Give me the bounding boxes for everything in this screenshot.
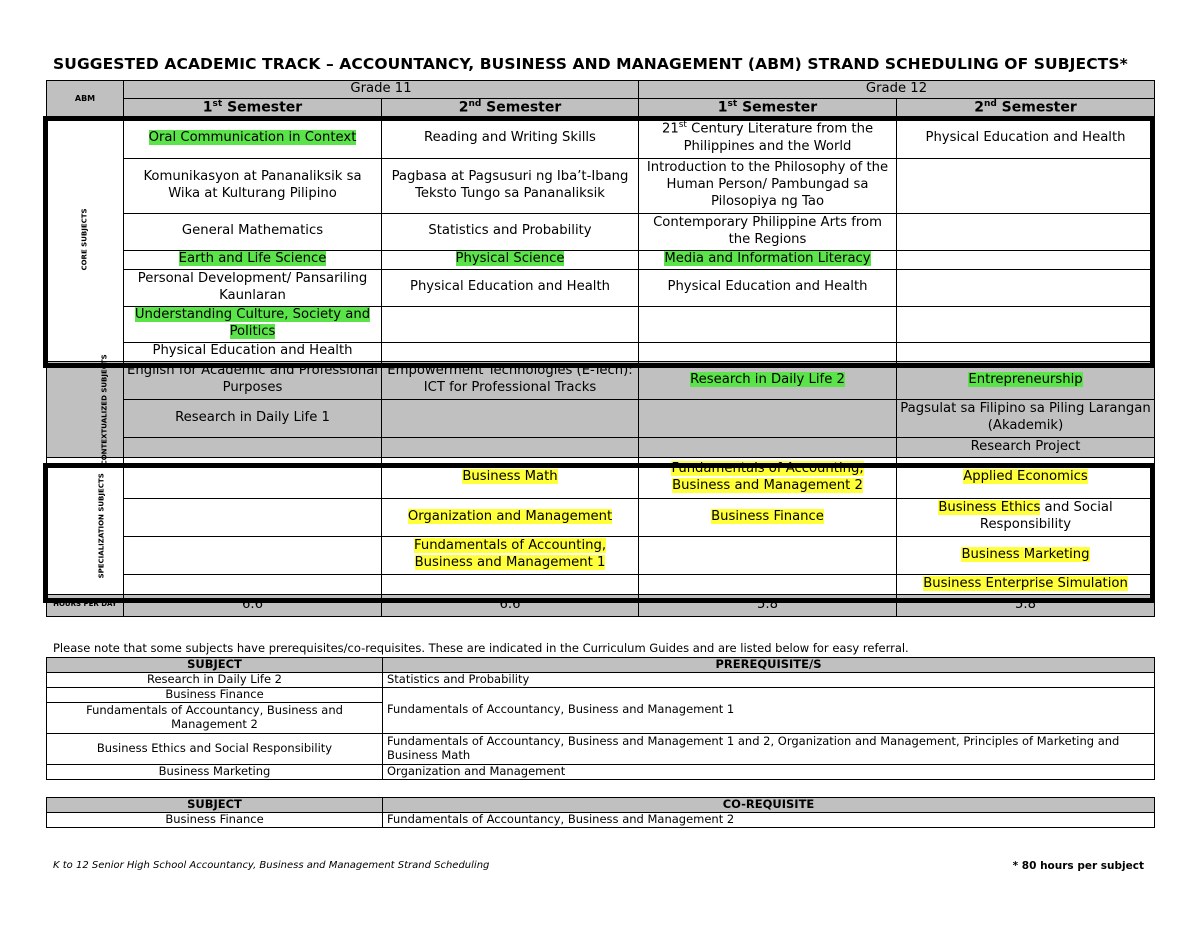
subject-cell: Understanding Culture, Society and Politics xyxy=(124,306,382,342)
subject-name: Business Finance xyxy=(47,812,383,827)
subject-cell xyxy=(124,498,382,536)
specialization-subjects-label: SPECIALIZATION SUBJECTS xyxy=(47,457,124,594)
subject-cell xyxy=(382,342,639,361)
core-row xyxy=(47,250,1155,269)
core-row xyxy=(47,342,1155,361)
subject-cell xyxy=(124,457,382,498)
hours-per-day-label: HOURS PER DAY xyxy=(47,594,124,616)
table-row xyxy=(47,764,1155,779)
subject-cell: Introduction to the Philosophy of the Human Person/ Pambungad sa Pilosopiya ng Tao xyxy=(639,158,897,213)
corequisites-table xyxy=(46,797,1155,828)
contextualized-row xyxy=(47,361,1155,399)
g12-sem2-header: 2nd Semester xyxy=(897,99,1155,119)
prerequisite-text: Organization and Management xyxy=(383,764,1155,779)
subject-cell xyxy=(897,269,1155,306)
table-row xyxy=(47,687,1155,702)
page-title: SUGGESTED ACADEMIC TRACK – ACCOUNTANCY, BUSINESS AND MANAGEMENT (ABM) STRAND SCHEDULING OF SUBJECTS* xyxy=(53,55,1128,73)
subject-cell xyxy=(639,342,897,361)
prerequisite-note: Please note that some subjects have prerequisites/co-requisites. These are indicated in the Curriculum Guides and are listed below for easy referral. xyxy=(53,641,909,655)
subject-cell: Pagsulat sa Filipino sa Piling Larangan (Akademik) xyxy=(897,399,1155,437)
subject-cell: Business Finance xyxy=(639,498,897,536)
subject-cell xyxy=(382,399,639,437)
subject-cell: Komunikasyon at Pananaliksik sa Wika at Kulturang Pilipino xyxy=(124,158,382,213)
subject-cell: Research in Daily Life 2 xyxy=(639,361,897,399)
hours-value: 5.8 xyxy=(639,594,897,616)
g11-sem1-header: 1st Semester xyxy=(124,99,382,119)
hours-value: 5.8 xyxy=(897,594,1155,616)
subject-cell xyxy=(639,574,897,594)
subject-cell: Fundamentals of Accounting, Business and Management 1 xyxy=(382,536,639,574)
subject-cell: Oral Communication in Context xyxy=(124,118,382,158)
table-row xyxy=(47,733,1155,764)
subject-cell: Business Ethics and Social Responsibility xyxy=(897,498,1155,536)
table-row xyxy=(47,672,1155,687)
grade-11-header: Grade 11 xyxy=(124,81,639,99)
subject-cell: Earth and Life Science xyxy=(124,250,382,269)
specialization-row xyxy=(47,574,1155,594)
subject-cell xyxy=(382,306,639,342)
hours-value: 6.6 xyxy=(124,594,382,616)
prerequisite-column-header: PREREQUISITE/S xyxy=(383,658,1155,673)
core-row xyxy=(47,213,1155,250)
subject-cell xyxy=(639,536,897,574)
prerequisite-text: Fundamentals of Accountancy, Business and Management 1 and 2, Organization and Management, Principles of Marketing and Business Math xyxy=(383,733,1155,764)
subject-cell: Physical Education and Health xyxy=(124,342,382,361)
contextualized-subjects-label: CONTEXTUALIZED SUBJECTS xyxy=(47,361,124,457)
subject-cell: Empowerment Technologies (E-Tech): ICT for Professional Tracks xyxy=(382,361,639,399)
subject-cell: Personal Development/ Pansariling Kaunlaran xyxy=(124,269,382,306)
subject-cell: Organization and Management xyxy=(382,498,639,536)
table-row xyxy=(47,812,1155,827)
subject-cell xyxy=(897,342,1155,361)
subject-name: Research in Daily Life 2 xyxy=(47,672,383,687)
prerequisite-text: Statistics and Probability xyxy=(383,672,1155,687)
corequisite-column-header: CO-REQUISITE xyxy=(383,798,1155,813)
subject-cell: Research Project xyxy=(897,437,1155,457)
subject-cell xyxy=(382,437,639,457)
contextualized-row xyxy=(47,437,1155,457)
specialization-row xyxy=(47,536,1155,574)
subject-cell: Statistics and Probability xyxy=(382,213,639,250)
subject-cell: Business Math xyxy=(382,457,639,498)
prerequisites-header-row xyxy=(47,658,1155,673)
grade-12-header: Grade 12 xyxy=(639,81,1155,99)
subject-cell xyxy=(124,437,382,457)
subject-cell xyxy=(897,250,1155,269)
g12-sem1-header: 1st Semester xyxy=(639,99,897,119)
contextualized-row xyxy=(47,399,1155,437)
specialization-row xyxy=(47,457,1155,498)
corequisites-header-row xyxy=(47,798,1155,813)
subject-cell: Physical Education and Health xyxy=(639,269,897,306)
abm-corner-label: ABM xyxy=(47,81,124,119)
subject-cell: Fundamentals of Accounting, Business and Management 2 xyxy=(639,457,897,498)
specialization-row xyxy=(47,498,1155,536)
subject-cell: Research in Daily Life 1 xyxy=(124,399,382,437)
subject-column-header: SUBJECT xyxy=(47,658,383,673)
subject-cell xyxy=(124,574,382,594)
subject-cell xyxy=(897,213,1155,250)
schedule-table xyxy=(46,80,1155,617)
subject-name: Business Marketing xyxy=(47,764,383,779)
subject-cell: Media and Information Literacy xyxy=(639,250,897,269)
subject-cell: Business Marketing xyxy=(897,536,1155,574)
core-row xyxy=(47,306,1155,342)
corequisite-text: Fundamentals of Accountancy, Business and Management 2 xyxy=(383,812,1155,827)
g11-sem2-header: 2nd Semester xyxy=(382,99,639,119)
core-row xyxy=(47,118,1155,158)
footer-hours-note: * 80 hours per subject xyxy=(1012,860,1144,872)
core-row xyxy=(47,158,1155,213)
core-subjects-label: CORE SUBJECTS xyxy=(47,118,124,361)
subject-cell: Physical Education and Health xyxy=(897,118,1155,158)
subject-cell: Business Enterprise Simulation xyxy=(897,574,1155,594)
subject-cell: Entrepreneurship xyxy=(897,361,1155,399)
subject-cell: Contemporary Philippine Arts from the Regions xyxy=(639,213,897,250)
subject-cell: General Mathematics xyxy=(124,213,382,250)
core-row xyxy=(47,269,1155,306)
subject-cell: Physical Science xyxy=(382,250,639,269)
subject-name: Fundamentals of Accountancy, Business and Management 2 xyxy=(47,702,383,733)
semester-header-row xyxy=(47,99,1155,119)
subject-name: Business Ethics and Social Responsibility xyxy=(47,733,383,764)
prerequisite-text: Fundamentals of Accountancy, Business and Management 1 xyxy=(383,687,1155,733)
subject-cell xyxy=(124,536,382,574)
subject-cell: Pagbasa at Pagsusuri ng Iba’t-Ibang Teksto Tungo sa Pananaliksik xyxy=(382,158,639,213)
hours-value: 6.6 xyxy=(382,594,639,616)
subject-cell: English for Academic and Professional Purposes xyxy=(124,361,382,399)
subject-cell: Reading and Writing Skills xyxy=(382,118,639,158)
subject-cell xyxy=(639,306,897,342)
subject-cell xyxy=(897,158,1155,213)
subject-cell xyxy=(897,306,1155,342)
subject-cell: 21st Century Literature from the Philippines and the World xyxy=(639,118,897,158)
subject-column-header: SUBJECT xyxy=(47,798,383,813)
footer-document-title: K to 12 Senior High School Accountancy, Business and Management Strand Scheduling xyxy=(53,860,490,871)
grade-header-row xyxy=(47,81,1155,99)
hours-row xyxy=(47,594,1155,616)
subject-cell xyxy=(639,399,897,437)
subject-cell: Applied Economics xyxy=(897,457,1155,498)
subject-cell xyxy=(639,437,897,457)
subject-name: Business Finance xyxy=(47,687,383,702)
subject-cell: Physical Education and Health xyxy=(382,269,639,306)
prerequisites-table xyxy=(46,657,1155,780)
subject-cell xyxy=(382,574,639,594)
